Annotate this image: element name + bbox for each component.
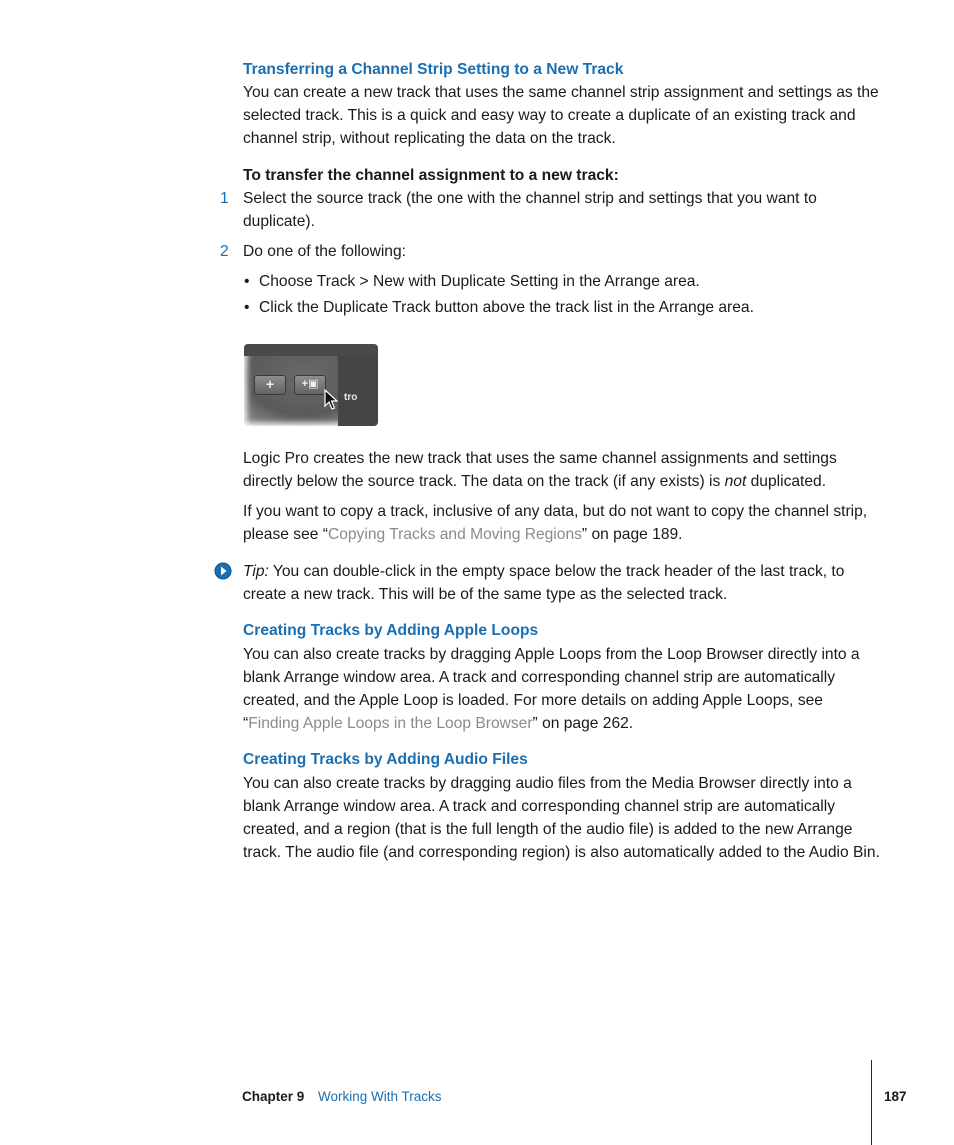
play-arrow-icon	[214, 562, 232, 580]
section-heading-audio-files: Creating Tracks by Adding Audio Files	[243, 751, 528, 768]
apple-loops-text-b: ” on page 262.	[532, 715, 634, 732]
section-heading-apple-loops: Creating Tracks by Adding Apple Loops	[243, 622, 539, 639]
footer-chapter-title[interactable]: Working With Tracks	[318, 1089, 442, 1104]
duplicate-track-button: +▣	[294, 375, 326, 395]
duplicate-track-button-screenshot	[244, 344, 378, 426]
screenshot-top-bar	[244, 344, 378, 356]
new-track-button: +	[254, 375, 286, 395]
copy-track-paragraph	[243, 500, 883, 546]
apple-loops-paragraph	[243, 643, 883, 735]
bullet-item-1: Choose Track > New with Duplicate Setting in the Arrange area.	[259, 273, 700, 290]
tip-label: Tip:	[243, 563, 269, 580]
tip-paragraph	[243, 560, 883, 606]
apple-loops-text-a: You can also create tracks by dragging Apple Loops from the Loop Browser directly into a blank Arrange window area. A track and corresponding channel strip are automatically created, and the Apple Loop is loaded. For more details on adding Apple Loops, see “	[243, 646, 860, 732]
footer-divider	[871, 1060, 872, 1145]
step-text-2: Do one of the following:	[243, 243, 406, 260]
footer-chapter: Chapter 9	[242, 1089, 305, 1104]
section-heading-transfer: Transferring a Channel Strip Setting to a New Track	[243, 61, 624, 78]
step-number-1: 1	[220, 190, 229, 207]
result-emphasis: not	[724, 473, 747, 490]
task-title: To transfer the channel assignment to a new track:	[243, 167, 619, 184]
bullet-item-2: Click the Duplicate Track button above the track list in the Arrange area.	[259, 299, 754, 316]
copy-text-b: ” on page 189.	[581, 526, 683, 543]
copy-text-a: If you want to copy a track, inclusive of any data, but do not want to copy the channel strip, please see “	[243, 503, 868, 543]
page-number: 187	[884, 1089, 907, 1104]
arrow-cursor-icon	[324, 389, 338, 411]
screenshot-track-panel	[338, 356, 378, 426]
step-text-1: Select the source track (the one with the channel strip and settings that you want to duplicate).	[243, 190, 817, 230]
track-name-label: tro	[344, 392, 358, 403]
copying-tracks-link[interactable]: Copying Tracks and Moving Regions	[327, 526, 582, 543]
audio-files-paragraph: You can also create tracks by dragging audio files from the Media Browser directly into a blank Arrange window area. A track and corresponding channel strip are automatically created, and a region (that is the full length of the audio file) is added to the new Arrange track. The audio file (and corresponding region) is also automatically added to the Audio Bin.	[243, 775, 880, 861]
result-text-b: duplicated.	[746, 473, 827, 490]
intro-paragraph: You can create a new track that uses the same channel strip assignment and settings as the selected track. This is a quick and easy way to create a duplicate of an existing track and channel strip, without replicating the data on the track.	[243, 84, 879, 147]
result-paragraph	[243, 447, 883, 493]
finding-apple-loops-link[interactable]: Finding Apple Loops in the Loop Browser	[248, 715, 533, 732]
bullet-marker: •	[244, 299, 250, 316]
step-number-2: 2	[220, 243, 229, 260]
tip-text: You can double-click in the empty space below the track header of the last track, to create a new track. This will be of the same type as the selected track.	[243, 563, 845, 603]
bullet-marker: •	[244, 273, 250, 290]
result-text-a: Logic Pro creates the new track that uses the same channel assignments and settings directly below the source track. The data on the track (if any exists) is	[243, 450, 837, 490]
